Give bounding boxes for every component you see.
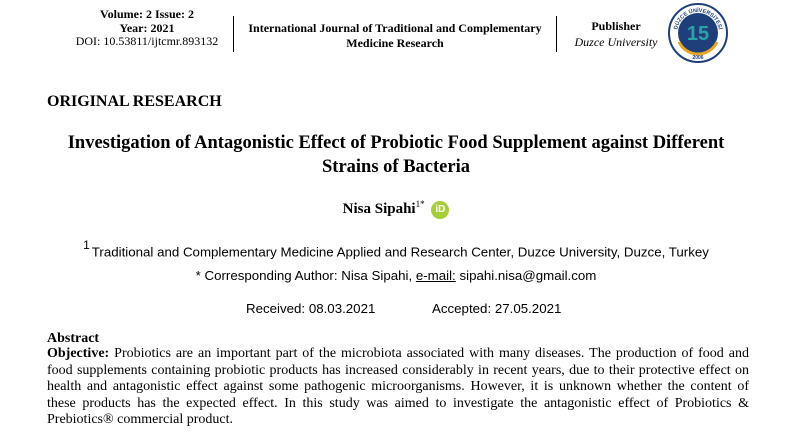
author-superscript: 1* (415, 199, 425, 209)
header-divider-left (233, 16, 234, 52)
received-date: Received: 08.03.2021 (246, 301, 376, 316)
corresponding-prefix: * Corresponding Author: Nisa Sipahi, (195, 268, 416, 283)
corresponding-author (0, 268, 792, 283)
objective-label: Objective: (47, 346, 110, 361)
year-text: Year: 2021 (119, 20, 175, 35)
accepted-date: Accepted: 27.05.2021 (432, 301, 562, 316)
abstract-line: these products has the expected effect. In this study was aimed to investigate the antagonistic effect of Probiotics & (47, 395, 749, 411)
title-line1: Investigation of Antagonistic Effect of Probiotic Food Supplement against Different (67, 133, 725, 153)
abstract-heading: Abstract (47, 331, 100, 346)
publisher-label: Publisher (591, 19, 641, 33)
journal-name-line2: Medicine Research (346, 36, 444, 50)
journal-name-line1: International Journal of Traditional and Complementary (248, 21, 542, 35)
university-logo (667, 2, 729, 64)
author-name: Nisa Sipahi (342, 201, 416, 217)
article-title (20, 131, 772, 179)
logo-year: 2006 (692, 55, 704, 61)
volume-text: Volume: 2 Issue: 2 (100, 7, 194, 21)
header-divider-right (556, 16, 557, 52)
abstract-line: Objective: Probiotics are an important part of the microbiota associated with many diseases. The production of food and (47, 346, 749, 361)
orcid-icon[interactable]: iD (431, 201, 449, 219)
publisher-name: Duzce University (574, 35, 658, 49)
author-line (0, 199, 792, 219)
publisher-block (566, 18, 666, 50)
email-label: e-mail: (415, 268, 456, 283)
logo-ring-text: DÜZCE ÜNİVERSİTESİ (673, 7, 723, 31)
affiliation (0, 240, 792, 259)
abstract-line: food supplements containing probiotic products has increased considerably in recent years, due to their protective effect on (47, 362, 749, 378)
abstract-line: health and antagonistic effect against some pathogenic microorganisms. However, it is unknown whether the content of (47, 379, 749, 394)
affiliation-text: Traditional and Complementary Medicine Applied and Research Center, Duzce University, Duzce, Turkey (91, 244, 709, 260)
abstract-body (47, 346, 749, 429)
journal-name (244, 21, 546, 51)
doi-text: DOI: 10.53811/ijtcmr.893132 (75, 34, 219, 48)
title-line2: Strains of Bacteria (322, 157, 470, 177)
affiliation-superscript: 1 (83, 238, 90, 252)
issue-metadata (72, 8, 222, 49)
email-link[interactable]: sipahi.nisa@gmail.com (455, 268, 597, 283)
abstract-line: Prebiotics® commercial product. (47, 412, 233, 427)
logo-number: 15 (686, 23, 710, 45)
section-label: ORIGINAL RESEARCH (47, 93, 222, 110)
